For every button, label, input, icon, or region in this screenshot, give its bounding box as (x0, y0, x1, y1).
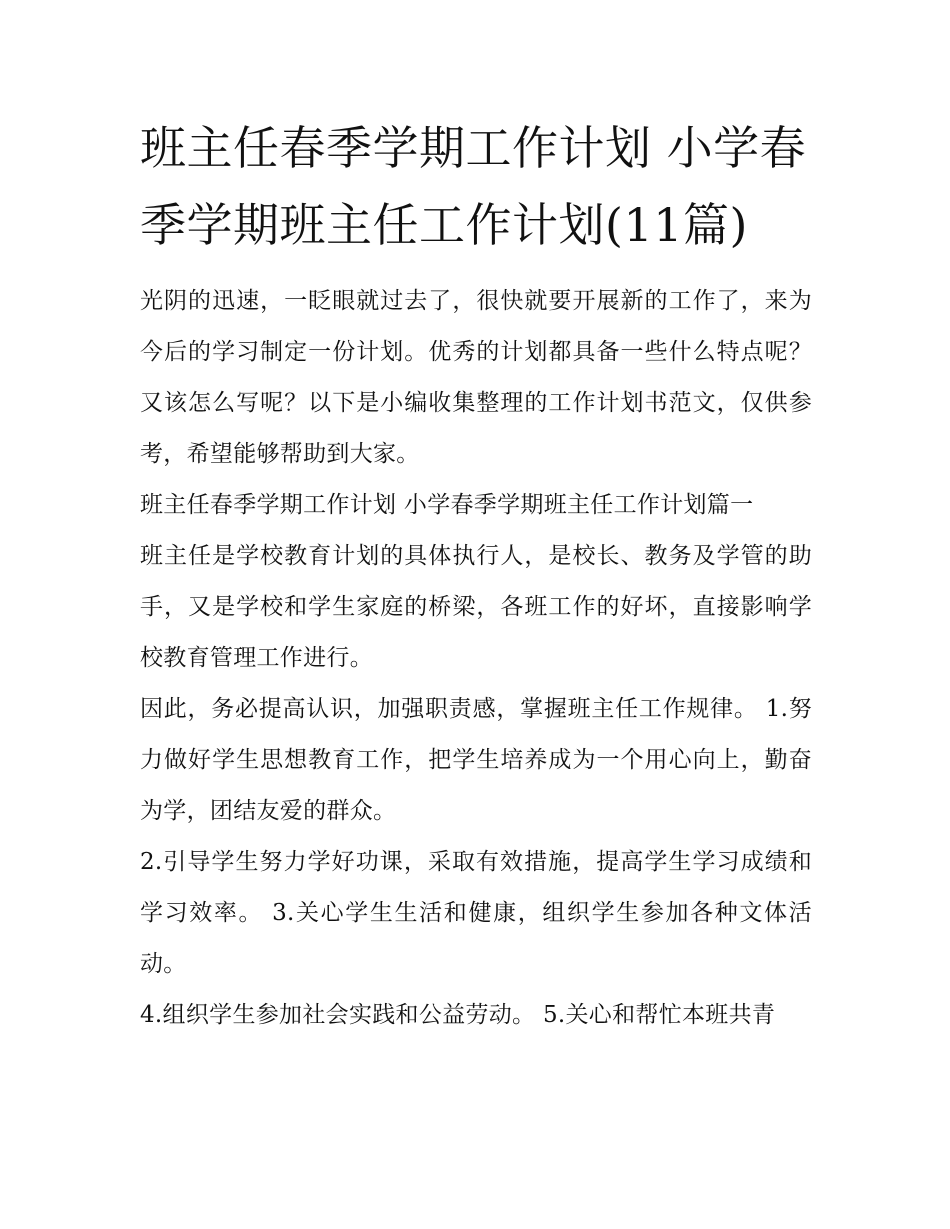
paragraph-duties-3: 4.组织学生参加社会实践和公益劳动。 5.关心和帮忙本班共青 (140, 1002, 776, 1028)
paragraph-role: 班主任是学校教育计划的具体执行人，是校长、教务及学管的助手，又是学校和学生家庭的桥梁，各班工作的好坏，直接影响学校教育管理工作进行。 (140, 543, 812, 671)
paragraph-section-heading: 班主任春季学期工作计划 小学春季学期班主任工作计划篇一 (140, 492, 754, 518)
paragraph-intro: 光阴的迅速，一眨眼就过去了，很快就要开展新的工作了，来为今后的学习制定一份计划。优秀的计划都具备一些什么特点呢？又该怎么写呢？以下是小编收集整理的工作计划书范文，仅供参考，希望能够帮助到大家。 (140, 288, 812, 467)
paragraph-duties-1: 因此，务必提高认识，加强职责感，掌握班主任工作规律。 1.努力做好学生思想教育工作，把学生培养成为一个用心向上，勤奋为学，团结友爱的群众。 (140, 696, 812, 824)
paragraph-duties-2: 2.引导学生努力学好功课，采取有效措施，提高学生学习成绩和学习效率。 3.关心学生生活和健康，组织学生参加各种文体活动。 (140, 849, 812, 977)
document-body (140, 110, 812, 1041)
document-title: 班主任春季学期工作计划 小学春季学期班主任工作计划(11篇) (140, 121, 807, 252)
